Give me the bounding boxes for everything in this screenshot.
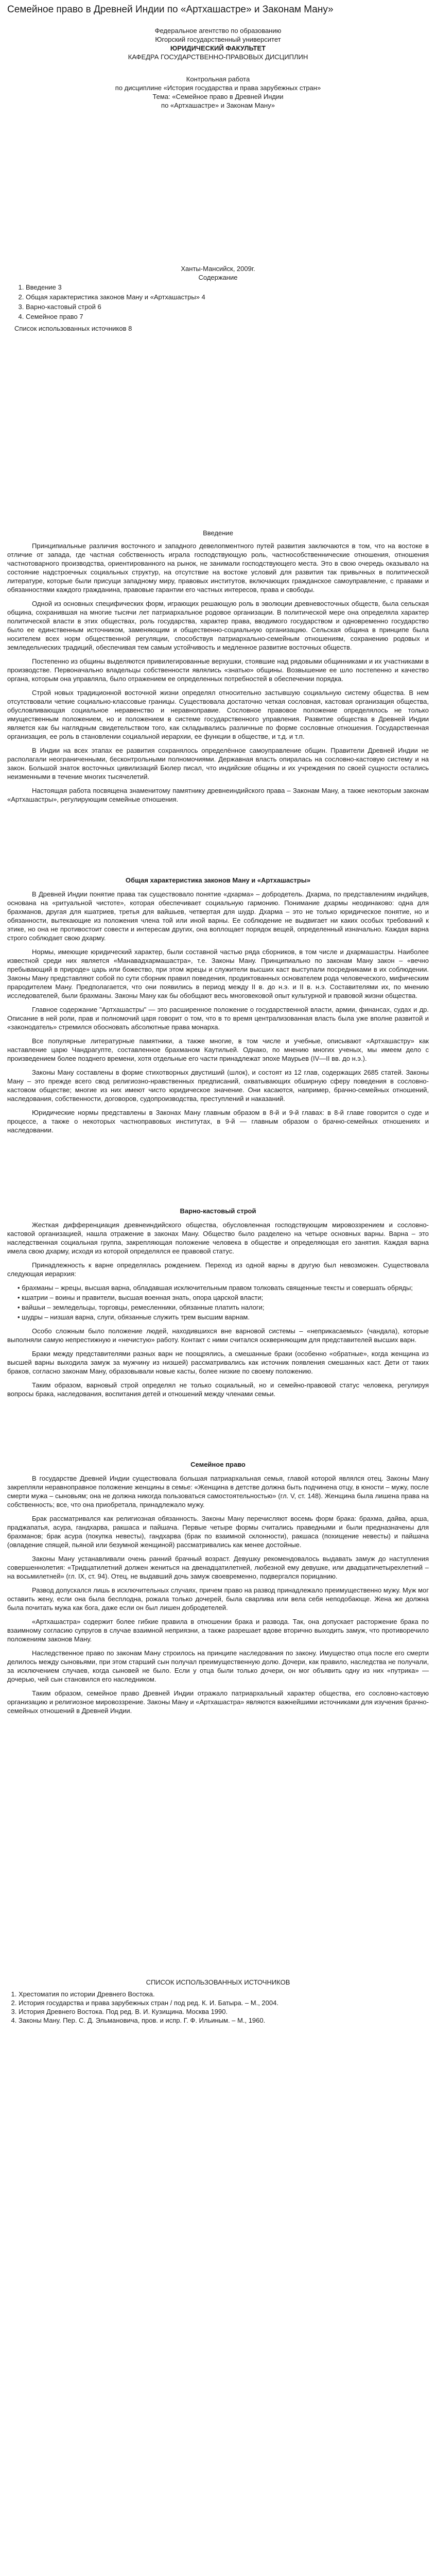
- varna-item: • кшатрии – воины и правители, высшая военная знать, опора царской власти;: [18, 1294, 264, 1301]
- contents-heading: Содержание: [198, 274, 238, 281]
- paragraph: Одной из основных специфических форм, играющих решающую роль в эволюции древневосточных обществ, была сельская община, сохранившая на многие тысячи лет патриархальное родовое организации. В политической мере она определяла характер политической власти в этих обществах, роль государства, характер права, вводимого государством и одновременно государство было ее единственным источником, заменяющим и общественно-социальную организацию. Сельская община в принципе была носителем всех норм общественной регуляции, способствуя патриархально-семейным отношениям, сохранению родовых и земледельческих традиций, обеспечивая тем самым устойчивость и медленное развитие восточных обществ.: [7, 600, 429, 651]
- paragraph: «Артхашастра» содержит более гибкие правила в отношении брака и развода. Так, она допускает расторжение брака по взаимному согласию супругов в случае взаимной неприязни, а также разрешает вдове вторично выходить замуж, что противоречило положениям законов Ману.: [7, 1618, 429, 1643]
- toc-item[interactable]: 4. Семейное право 7: [26, 312, 429, 321]
- discipline: по дисциплине «История государства и права зарубежных стран»: [115, 84, 321, 92]
- place-year: Ханты-Мансийск, 2009г.: [181, 265, 255, 273]
- topic-line-1: Тема: «Семейное право в Древней Индии: [152, 93, 284, 100]
- paragraph: Юридические нормы представлены в Законах Ману главным образом в 8-й и 9-й главах: в 8-й главе говорится о суде и процессе, а также о некоторых частноправовых институтах, в 9-й — главным образом о брачно-семейных отношениях и наследовании.: [7, 1109, 429, 1134]
- reference-item: 4. Законы Ману. Пер. С. Д. Эльмановича, пров. и испр. Г. Ф. Ильиным. – М., 1960.: [19, 2016, 429, 2025]
- references-list: [7, 1990, 429, 2025]
- department-name: КАФЕДРА ГОСУДАРСТВЕННО-ПРАВОВЫХ ДИСЦИПЛИН: [128, 53, 308, 61]
- paragraph: Брак рассматривался как религиозная обязанность. Законы Ману перечисляют восемь форм брака: брахма, дайва, арша, праджапатья, асура, гандхарва, ракшаса и пайшача. Первые четыре формы считались праведными и были предназначены для брахманов; брак асура (покупка невесты), гандхарва (брак по взаимной склонности), ракшаса (похищение невесты) и пайшача (овладение спящей, пьяной или безумной женщиной) рассматривались как менее достойные.: [7, 1515, 429, 1549]
- paragraph: Главное содержание "Артхашастры" — это расширенное положение о государственной власти, армии, финансах, судах и др. Описание в ней роли, прав и полномочий царя говорит о том, что в то время централизованная власть была уже вполне развитой и «законодатель» стремился обосновать абсолютные права монарха.: [7, 1006, 429, 1031]
- paragraph: Особо сложным было положение людей, находившихся вне варновой системы – «неприкасаемых» (чандала), которые выполняли самую непрестижную и «нечистую» работу. Контакт с ними считался оскверняющим для представителей высших варн.: [7, 1327, 429, 1344]
- page-title: Семейное право в Древней Индии по «Артхашастре» и Законам Ману»: [7, 4, 334, 15]
- paragraph: Жесткая дифференциация древнеиндийского общества, обусловленная господствующим мировоззрением и сословно-кастовой организацией, нашла отражение в законах Ману. Общество было разделено на четыре основных варны. Варна – это наследственная социальная группа, закрепляющая положение человека в обществе и определяющая его занятия. Каждая варна имела свою дхарму, исходя из которой определялся ее правовой статус.: [7, 1221, 429, 1255]
- paragraph: В Индии на всех этапах ее развития сохранялось определённое самоуправление общин. Правители Древней Индии не располагали неограниченными, бесконтрольными полномочиями. Державная власть опиралась на сословно-кастовую систему и на закон. Большой знаток восточных цивилизаций Бюлер писал, что индийские общины и их учреждения по своей сущности остались неизменными в течение многих тысячелетий.: [7, 747, 429, 781]
- faculty-name: ЮРИДИЧЕСКИЙ ФАКУЛЬТЕТ: [170, 44, 266, 52]
- paragraph: Законы Ману устанавливали очень ранний брачный возраст. Девушку рекомендовалось выдавать замуж до наступления совершеннолетия: «Тридцатилетний должен жениться на двенадцатилетней, любезной ему девушке, или двадцатичетырехлетний – на восьмилетней» (гл. IX, ст. 94). Отец, не выдавший дочь замуж своевременно, подвергался порицанию.: [7, 1555, 429, 1580]
- varna-item: • шудры – низшая варна, слуги, обязанные служить трем высшим варнам.: [18, 1313, 250, 1321]
- reference-item: 2. История государства и права зарубежных стран / под ред. К. И. Батыра. – М., 2004.: [19, 1998, 429, 2007]
- section-heading: Варно-кастовый строй: [180, 1207, 256, 1215]
- section-heading: Общая характеристика законов Ману и «Артхашастры»: [125, 876, 311, 884]
- toc-item[interactable]: 2. Общая характеристика законов Ману и «Артхашастры» 4: [26, 293, 429, 301]
- paragraph: Развод допускался лишь в исключительных случаях, причем право на развод принадлежало преимущественно мужу. Муж мог оставить жену, если она была бесплодна, рожала только дочерей, была сварлива или вела себя неподобающе. Жена же должна была почитать мужа как бога, даже если он был лишен добродетелей.: [7, 1586, 429, 1612]
- paragraph: Все популярные литературные памятники, а также многие, в том числе и учебные, описывают «Артхашастру» как наставление царю Чандрагупте, составленное брахманом Каутильей. Однако, по мнению многих ученых, мы имеем дело с произведением более позднего времени, хотя отдельные его части принадлежат эпохе Маурьев (IV—II вв. до н.э.).: [7, 1037, 429, 1062]
- references-heading: СПИСОК ИСПОЛЬЗОВАННЫХ ИСТОЧНИКОВ: [146, 1978, 290, 1986]
- toc-item[interactable]: 1. Введение 3: [26, 283, 429, 292]
- paragraph: Наследственное право по законам Ману строилось на принципе наследования по закону. Имущество отца после его смерти делилось между сыновьями, при этом старший сын получал преимущественную долю. Дочери, как правило, наследства не получали, за исключением случаев, когда сыновей не было. Если у отца были только дочери, он мог объявить одну из них «путрика» — дочерью, чей сын становился его наследником.: [7, 1649, 429, 1683]
- table-of-contents: [7, 283, 429, 321]
- agency-name: Федеральное агентство по образованию: [154, 27, 282, 35]
- varna-item: • брахманы – жрецы, высшая варна, обладавшая исключительным правом толковать священные тексты и совершать обряды;: [18, 1284, 413, 1292]
- paragraph: Нормы, имеющие юридический характер, были составной частью ряда сборников, в том числе и дхармашастры. Наиболее известной среди них является «Манавадхармашастра», т.е. Законы Ману. Принципиально по законам Ману закон – «вечно пребывающий в природе» царь или божество, при этом жрецы и служители высших каст выступали посредниками в их соблюдении. Законы Ману представляют собой по сути сборник правил поведения, продиктованных основателем рода человеческого, мифическим прародителем Ману. Предполагается, что они появились в период между II в. до н.э. и II в. н.э. Составителями их, по мнению исследователей, были брахманы. Законы Ману как бы обобщают весь многовековой опыт культурной и правовой жизни общества.: [7, 948, 429, 999]
- varna-item: • вайшьи – земледельцы, торговцы, ремесленники, обязанные платить налоги;: [18, 1303, 265, 1311]
- paragraph: В государстве Древней Индии существовала большая патриархальная семья, главой которой являлся отец. Законы Ману закрепляли неравноправное положение женщины в семье: «Женщина в детстве должна быть подчинена отцу, в юности – мужу, после смерти мужа – сыновьям; она не должна никогда пользоваться самостоятельностью» (гл. V, ст. 148). Женщина была лишена права на собственность; все, что она приобретала, принадлежало мужу.: [7, 1475, 429, 1509]
- toc-sources[interactable]: Список использованных источников 8: [14, 325, 132, 332]
- section-heading: Семейное право: [190, 1461, 246, 1468]
- paragraph: В Древней Индии понятие права так существовало понятие «дхарма» – добродетель. Дхарма, по представлениям индийцев, основана на «ритуальной чистоте», которая обеспечивает социальную гармонию. Понимание дхармы неодинаково: одна для брахманов, другая для кшатриев, третья для вайшьев, четвертая для шудр. Дхарма – это не только юридическое понятие, но и обязанности, вытекающие из положения члена той или иной варны. Ее соблюдение не выдвигает ни каких особых требований к этике, но она не противостоит совести и интересам других, она воплощает порядок вещей, определенный изначально. Каждая варна строго соблюдает свою дхарму.: [7, 890, 429, 942]
- paragraph: Браки между представителями разных варн не поощрялись, а смешанные браки (особенно «обратные», когда женщина из высшей варны выходила замуж за мужчину из низшей) рассматривались как источник появления смешанных каст. Дети от таких браков, согласно законам Ману, образовывали новые касты, более низкие по своему положению.: [7, 1350, 429, 1375]
- intro-heading: Введение: [203, 529, 233, 537]
- university-name: Югорский государственный университет: [155, 36, 281, 43]
- topic-line-2: по «Артхашастре» и Законам Ману»: [161, 101, 275, 109]
- paragraph: Строй новых традиционной восточной жизни определял относительно застывшую социальную систему общества. В нем отсутствовали четкие социально-классовые границы. Существовала достаточно четкая сословная, кастовая организация общества, обусловливающая социальное неравенство и неравноправие. Сословное правовое положение определялось не только имущественным положением, но и положением в системе государственного управления. Развитие общества в Древней Индии является как бы наглядным свидетельством того, как складывались различные по форме сословные отношения. Государственная организация, ее роль в становлении социальной иерархии, ее функции в обществе, и т.д. и т.п.: [7, 689, 429, 740]
- paragraph: Таким образом, семейное право Древней Индии отражало патриархальный характер общества, его сословно-кастовую организацию и религиозное мировоззрение. Законы Ману и «Артхашастра» являются важнейшими источниками для изучения брачно-семейных отношений в Древней Индии.: [7, 1689, 429, 1715]
- paragraph: Принадлежность к варне определялась рождением. Переход из одной варны в другую был невозможен. Существовала следующая иерархия:: [7, 1261, 429, 1278]
- reference-item: 1. Хрестоматия по истории Древнего Востока.: [19, 1990, 429, 1998]
- reference-item: 3. История Древнего Востока. Под ред. В. И. Кузищина. Москва 1990.: [19, 2007, 429, 2016]
- paragraph: Законы Ману составлены в форме стихотворных двустиший (шлок), и состоят из 12 глав, содержащих 2685 статей. Законы Ману – это прежде всего свод религиозно-нравственных предписаний, охватывающих обширную сферу поведения в сословно-кастовом обществе; многие из них имеют чисто юридическое значение. Они касаются, например, брачно-семейных отношений, наследования, собственности, договоров, судопроизводства, преступлений и наказаний.: [7, 1069, 429, 1103]
- work-type: Контрольная работа: [186, 75, 250, 83]
- toc-item[interactable]: 3. Варно-кастовый строй 6: [26, 302, 429, 311]
- paragraph: Постепенно из общины выделяются привилегированные верхушки, стоявшие над рядовыми общинниками и их участниками в производстве. Первоначально владельцы собственности являлись «знатью» общины. Возвышение ее шло постепенно и качество органа, которым она управляла, было отражением ее определенных потребностей в обеспечении порядка.: [7, 657, 429, 683]
- paragraph: Принципиальные различия восточного и западного девелопментного путей развития заключаются в том, что на востоке в отличие от запада, где частная собственность играла господствующую роль, частнособственнические отношения, отношения частнотоварного производства, ориентированного на рынок, не занимали господствующего места. Это в свою очередь оказывало на состояние надстроечных социальных структур, на отсутствие на востоке условий для развития так привычных в политической литературе, которые были присущи западному миру, правовых институтов, включающих гражданское самоуправление, с правами и обязанностями каждого гражданина, правовые гарантии его частных интересов, права и свободы.: [7, 542, 429, 594]
- paragraph: Настоящая работа посвящена знаменитому памятнику древнеиндийского права – Законам Ману, а также некоторым законам «Артхашастры», регулирующим семейные отношения.: [7, 787, 429, 803]
- paragraph: Таким образом, варновый строй определял не только социальный, но и семейно-правовой статус человека, регулируя вопросы брака, наследования, воспитания детей и отношений между членами семьи.: [7, 1381, 429, 1398]
